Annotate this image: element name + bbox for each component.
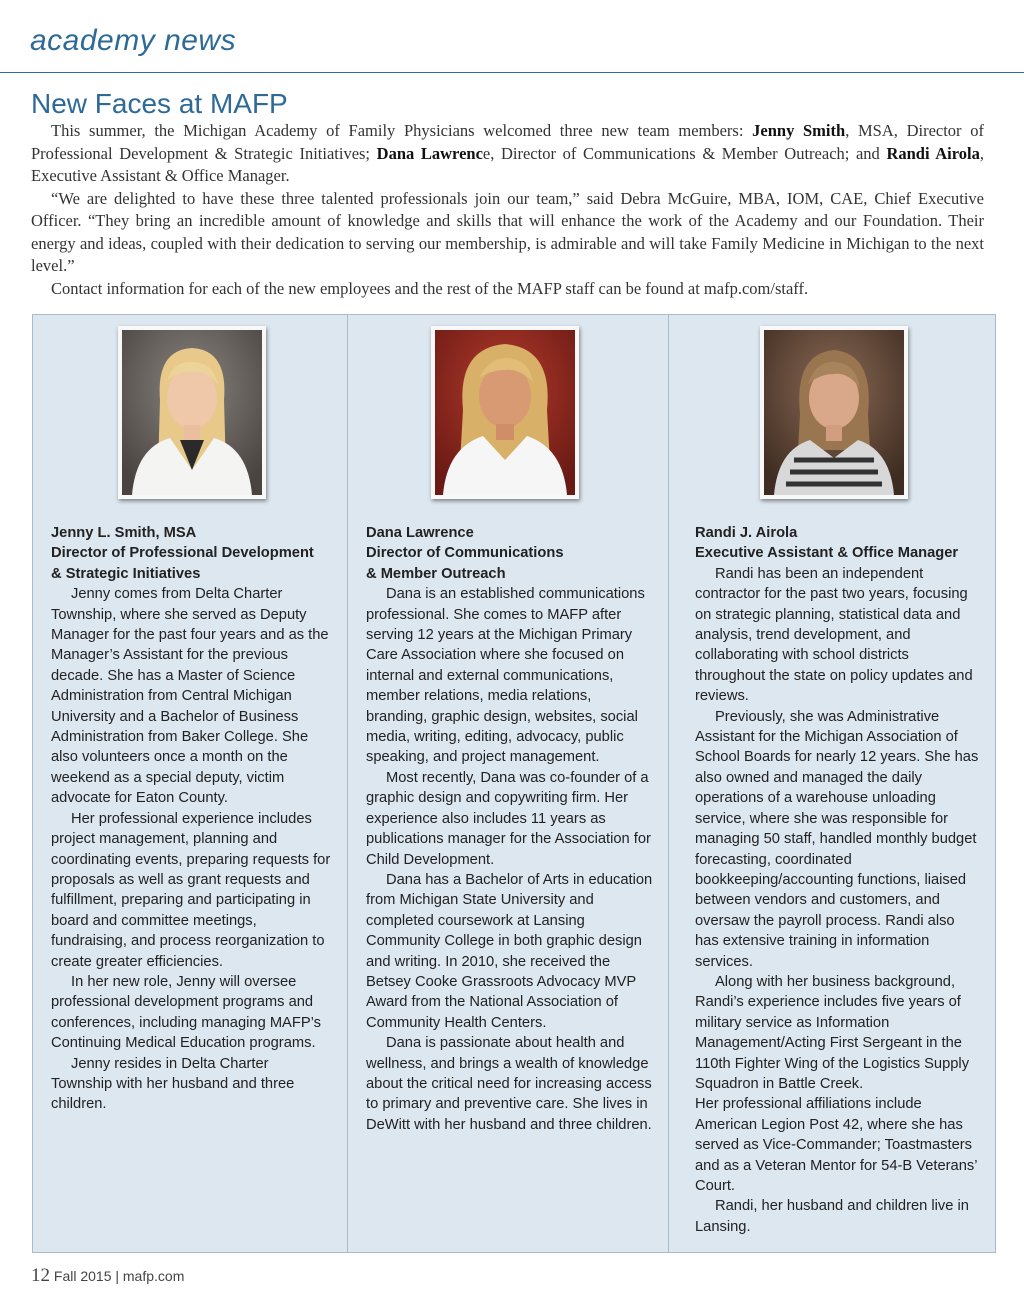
staff-name: Randi J. Airola: [695, 525, 798, 541]
bio-dana-lawrence: [366, 523, 656, 1135]
staff-title: & Strategic Initiatives: [51, 565, 201, 582]
bio-paragraph: Her professional experience includes project management, planning and coordinating events, preparing requests for proposals as well as grant requests and fulfillment, preparing and participating in board and committee meetings, fundraising, and process reorganization to create greater efficiencies.: [51, 810, 331, 970]
column-divider: [668, 315, 669, 1252]
section-header: academy news: [30, 24, 237, 57]
bio-paragraph: Randi has been an independent contractor for the past two years, focusing on strategic planning, statistical data and analysis, trend development, and collaborating with school districts throughout the state on policy updates and reviews.: [695, 565, 973, 705]
staff-title: Director of Communications: [366, 545, 564, 562]
staff-title: Executive Assistant & Office Manager: [695, 545, 959, 562]
bio-paragraph: Jenny comes from Delta Charter Township, where she served as Deputy Manager for the past four years and as the Manager’s Assistant for the previous decade. She has a Master of Science Administration from Central Michigan University and a Bachelor of Business Administration from Baker College. She also volunteers once a month on the weekend as a special deputy, victim advocate for Eaton County.: [51, 586, 329, 807]
intro-text: This summer, the Michigan Academy of Family Physicians welcomed three new team members:: [51, 121, 753, 140]
intro-name-lawrence: Dana Lawrenc: [376, 143, 483, 163]
intro-paragraph-2: “We are delighted to have these three talented professionals join our team,” said Debra McGuire, MBA, IOM, CAE, Chief Executive Officer. “They bring an incredible amount of knowledge and skills that will enhance the work of the Academy and our Foundation. Their energy and ideas, coupled with their dedication to serving our membership, is admirable and will take Family Medicine in Michigan to the next level.”: [31, 188, 984, 275]
staff-name: Jenny L. Smith, MSA: [51, 525, 197, 541]
portrait-jenny-smith: [122, 330, 262, 495]
intro-name-smith: Jenny Smith: [752, 121, 846, 140]
bio-paragraph: Dana is passionate about health and wellness, and brings a wealth of knowledge about the critical need for increasing access to primary and preventive care. She lives in DeWitt with her husband and three children.: [366, 1035, 652, 1133]
photo-jenny-smith: [118, 326, 266, 499]
staff-title: & Member Outreach: [366, 565, 506, 582]
header-rule: [0, 72, 1024, 73]
staff-title: Director of Professional Development: [51, 545, 314, 562]
staff-panel: [32, 314, 996, 1253]
bio-paragraph: Most recently, Dana was co-founder of a graphic design and copywriting firm. Her experience also includes 11 years as publications manager for the Association for Child Development.: [366, 769, 651, 868]
intro-paragraph-3: Contact information for each of the new employees and the rest of the MAFP staff can be found at mafp.com/staff.: [51, 278, 809, 298]
page-footer: [31, 1265, 184, 1287]
intro-text: e, Director of Communications & Member Outreach; and: [482, 143, 887, 163]
bio-jenny-smith: [51, 523, 333, 1115]
issue-info: Fall 2015 | mafp.com: [53, 1268, 185, 1284]
bio-paragraph: Along with her business background, Randi’s experience includes five years of military service as Information Management/Acting First Sergeant in the 110th Fighter Wing of the Logistics Supply Squadron in Battle Creek.: [695, 973, 970, 1092]
bio-paragraph: Dana is an established communications professional. She comes to MAFP after serving 12 years at the Michigan Primary Care Association where she focused on internal and external communications, member relations, media relations, branding, graphic design, websites, social media, writing, editing, advocacy, public speaking, and project management.: [366, 586, 645, 766]
bio-paragraph: Previously, she was Administrative Assistant for the Michigan Association of School Boards for nearly 12 years. She has also owned and managed the daily operations of a warehouse unloading service, where she was responsible for managing 50 staff, handled monthly budget forecasting, coordinated bookkeeping/accounting functions, liaised between vendors and customers, and oversaw the payroll process. Randi also has extensive training in information services.: [695, 708, 979, 970]
intro-paragraph-1: [31, 120, 984, 188]
intro-name-airola: Randi Airola: [886, 143, 980, 163]
intro-text: , Executive Assistant & Office Manager.: [31, 143, 984, 185]
page-number: 12: [31, 1265, 50, 1286]
bio-paragraph: In her new role, Jenny will oversee professional development programs and conferences, including managing MAFP’s Continuing Medical Education programs.: [51, 973, 321, 1052]
photo-dana-lawrence: [431, 326, 579, 499]
staff-name: Dana Lawrence: [366, 525, 474, 541]
bio-paragraph: Dana has a Bachelor of Arts in education from Michigan State University and completed coursework at Lansing Community College in both graphic design and writing. In 2010, she received the Betsey Cooke Grassroots Advocacy MVP Award from the National Association of Community Health Centers.: [366, 871, 653, 1031]
bio-paragraph: Jenny resides in Delta Charter Township with her husband and three children.: [51, 1055, 295, 1113]
bio-paragraph: Randi, her husband and children live in Lansing.: [695, 1198, 969, 1235]
article-title: New Faces at MAFP: [31, 88, 288, 119]
intro-text: , MSA, Director of Professional Development & Strategic Initiatives;: [31, 121, 984, 163]
bio-randi-airola: [695, 523, 981, 1237]
bio-paragraph: Her professional affiliations include American Legion Post 42, where she has served as Vice-Commander; Toastmasters and as a Veteran Mentor for 54-B Veterans’ Court.: [695, 1096, 977, 1194]
photo-randi-airola: [760, 326, 908, 499]
portrait-dana-lawrence: [435, 330, 575, 495]
column-divider: [347, 315, 348, 1252]
article-intro: [31, 120, 984, 300]
portrait-randi-airola: [764, 330, 904, 495]
